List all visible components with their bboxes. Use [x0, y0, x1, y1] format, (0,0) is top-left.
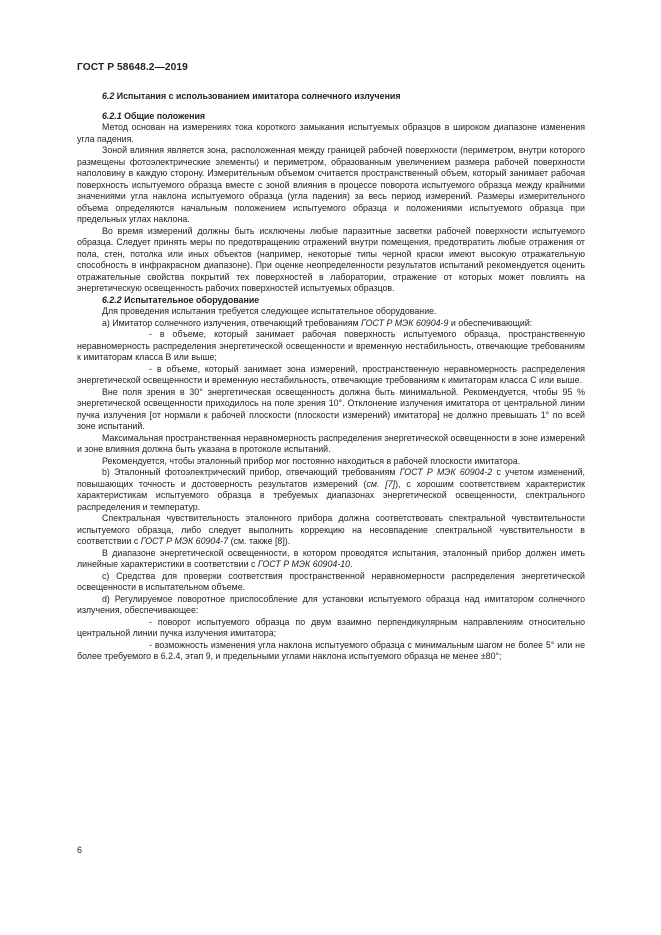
list-item-a — [77, 318, 585, 330]
paragraph: Для проведения испытания требуется следующее испытательное оборудование. — [102, 306, 437, 316]
text-run: b) Эталонный фотоэлектрический прибор, отвечающий требованиям — [102, 467, 400, 477]
text-run: Спектральная чувствительность эталонного прибора должна соответствовать спектральной чувствительности испытуемого образца, либо следует выполнить коррекцию на несовпадение спектральной чувствительности в соответствии с — [77, 513, 585, 546]
paragraph: Рекомендуется, чтобы эталонный прибор мог постоянно находиться в рабочей плоскости имитатора. — [102, 455, 521, 466]
paragraph: Максимальная пространственная неравномерность распределения энергетической освещенности в зоне измерений и зоне влияния должна быть указана в протоколе испытаний. — [77, 432, 585, 454]
list-item-b — [77, 467, 585, 513]
paragraph: Метод основан на измерениях тока короткого замыкания испытуемых образцов в широком диапазоне изменения угла падения. — [77, 122, 585, 144]
subsection-title: Общие положения — [121, 110, 206, 121]
text-run: . — [350, 559, 353, 569]
standard-reference: ГОСТ Р МЭК 60904-9 — [361, 317, 449, 328]
bibliography-reference: см. [7] — [366, 478, 396, 489]
section-number: 6.2 — [102, 91, 115, 101]
text-run: а) Имитатор солнечного излучения, отвечающий требованиям — [102, 317, 362, 328]
subsection-heading-6-2-2 — [77, 295, 585, 307]
sub-list-item: - в объеме, который занимает рабочая поверхность испытуемого образца, пространственную неравномерность распределения энергетической освещенности и временную нестабильность, отвечающие требованиям к имитаторам класса В или выше; — [77, 329, 585, 362]
text-run: с учетом изменений, повышающих точность и достоверность результатов измерений ( — [77, 467, 585, 489]
list-item-d: d) Регулируемое поворотное приспособление для установки испытуемого образца над имитатором солнечного излучения, обеспечивающее: — [77, 593, 585, 615]
subsection-heading-6-2-1 — [77, 111, 585, 123]
standard-reference: ГОСТ Р МЭК 60904-7 — [140, 536, 229, 546]
subsection-number: 6.2.2 — [102, 294, 122, 305]
standard-reference: ГОСТ Р МЭК 60904-10 — [257, 559, 351, 569]
sub-list-item: - поворот испытуемого образца по двум взаимно перпендикулярным направлениям относительно центральной линии пучка излучения имитатора; — [77, 616, 585, 638]
section-heading-6-2 — [77, 91, 585, 103]
paragraph — [77, 513, 585, 548]
subsection-number: 6.2.1 — [102, 110, 122, 121]
text-run: и обеспечивающий: — [448, 317, 533, 328]
document-code: ГОСТ Р 58648.2—2019 — [77, 62, 188, 73]
section-title: Испытания с использованием имитатора солнечного излучения — [114, 91, 401, 101]
list-item-c: с) Средства для проверки соответствия пространственной неравномерности распределения энергетической освещенности в испытательном объеме. — [77, 570, 585, 592]
sub-list-item: - в объеме, который занимает зона измерений, пространственную неравномерность распределения энергетической освещенности и временную нестабильность, отвечающие требованиям к имитаторам класса С или выше. — [77, 363, 585, 385]
document-body — [77, 91, 585, 663]
sub-list-item: - возможность изменения угла наклона испытуемого образца с минимальным шагом не более 5° или не более требуемого в 6.2.4, этап 9, и предельными углами наклона испытуемого образца не менее ±80°; — [77, 639, 585, 661]
paragraph: Во время измерений должны быть исключены любые паразитные засветки рабочей поверхности испытуемого образца. Следует принять меры по предотвращению отражений внутри помещения, предотвратить любые отражения от пола, стен, потолка или иных объектов (например, некоторые типы черной краски имеют высокую отражательную способность в инфракрасном диапазоне). При оценке неопределенности результатов испытаний рекомендуется оценить отражательные свойства покрытий тех поверхностей в лаборатории, отражение от которых может повлиять на энергетическую освещенность рабочих поверхностей испытуемых образцов. — [77, 225, 585, 293]
paragraph — [77, 548, 585, 571]
paragraph: Зоной влияния является зона, расположенная между границей рабочей поверхности (периметром, внутри которого размещены фотоэлектрические элементы) и периметром, образованным увеличением размера рабочей поверхности наполовину в каждую сторону. Измерительным объемом считается пространственный объем, который занимает рабочая поверхность испытуемого образца вместе с зоной влияния в процессе поворота испытуемого образца между крайними значениями угла наклона испытуемого образца (угла падения) за весь период измерений. Размеры измерительного объема определяются начальным положением испытуемого образца и положениями испытуемого образца при предельных углах наклона. — [77, 145, 585, 224]
paragraph: Вне поля зрения в 30° энергетическая освещенность должна быть минимальной. Рекомендуется, чтобы 95 % энергетической освещенности приходилось на поле зрения 10°. Отклонение излучения имитатора от центральной линии пучка излучения [от нормали к рабочей плоскости (плоскости измерений) имитатора] не должно превышать 1° по всей зоне испытаний. — [77, 386, 585, 431]
text-run: В диапазоне энергетической освещенности, в котором проводятся испытания, эталонный прибор должен иметь линейные характеристики в соответствии с — [77, 547, 585, 569]
text-run: ), с хорошим соответствием характеристик характеристикам испытуемого образца в требуемых диапазонах энергетической освещенности, спектрального распределения и температур. — [77, 478, 585, 512]
page-number: 6 — [77, 845, 83, 855]
text-run: (см. также [8]). — [228, 536, 291, 546]
subsection-title: Испытательное оборудование — [121, 294, 260, 305]
standard-reference: ГОСТ Р МЭК 60904-2 — [399, 467, 493, 477]
